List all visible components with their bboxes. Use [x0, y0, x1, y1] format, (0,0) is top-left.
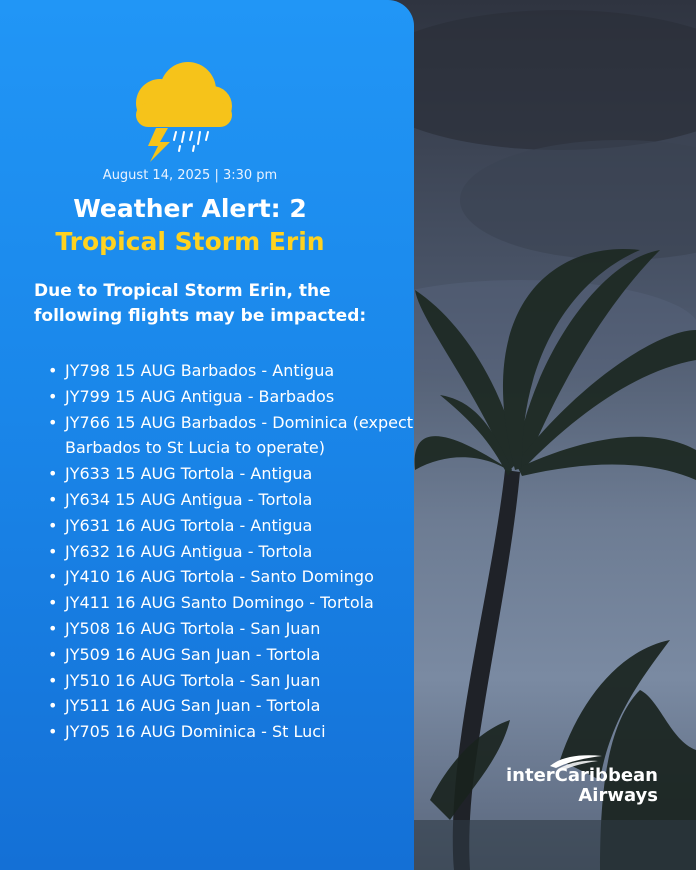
alert-intro: Due to Tropical Storm Erin, the following flights may be impacted: [34, 281, 367, 326]
list-item: • JY798 15 AUG Barbados - Antigua [65, 358, 415, 384]
flight-list [34, 358, 415, 745]
list-item: • JY631 16 AUG Tortola - Antigua [65, 513, 415, 539]
logo-line-1: interCaribbean [505, 765, 658, 786]
list-item: • JY632 16 AUG Antigua - Tortola [65, 539, 415, 565]
list-item: • JY411 16 AUG Santo Domingo - Tortola [65, 590, 415, 616]
intercaribbean-logo [488, 766, 658, 806]
alert-date: August 14, 2025 | 3:30 pm [102, 168, 278, 183]
alert-title: Weather Alert: 2 [73, 194, 307, 223]
list-item: • JY410 16 AUG Tortola - Santo Domingo [65, 564, 415, 590]
list-item: • JY510 16 AUG Tortola - San Juan [65, 668, 415, 694]
list-item: • JY766 15 AUG Barbados - Dominica (expect Barbados to St Lucia to operate) [65, 410, 415, 462]
list-item: • JY633 15 AUG Tortola - Antigua [65, 461, 415, 487]
list-item: • JY634 15 AUG Antigua - Tortola [65, 487, 415, 513]
list-item: • JY509 16 AUG San Juan - Tortola [65, 642, 415, 668]
wing-swoosh-icon [548, 752, 604, 770]
logo-line-2: Airways [578, 785, 658, 806]
list-item: • JY508 16 AUG Tortola - San Juan [65, 616, 415, 642]
thunderstorm-cloud-icon [120, 58, 240, 168]
alert-subtitle: Tropical Storm Erin [55, 227, 325, 256]
list-item: • JY705 16 AUG Dominica - St Luci [65, 719, 415, 745]
list-item: • JY511 16 AUG San Juan - Tortola [65, 693, 415, 719]
list-item: • JY799 15 AUG Antigua - Barbados [65, 384, 415, 410]
